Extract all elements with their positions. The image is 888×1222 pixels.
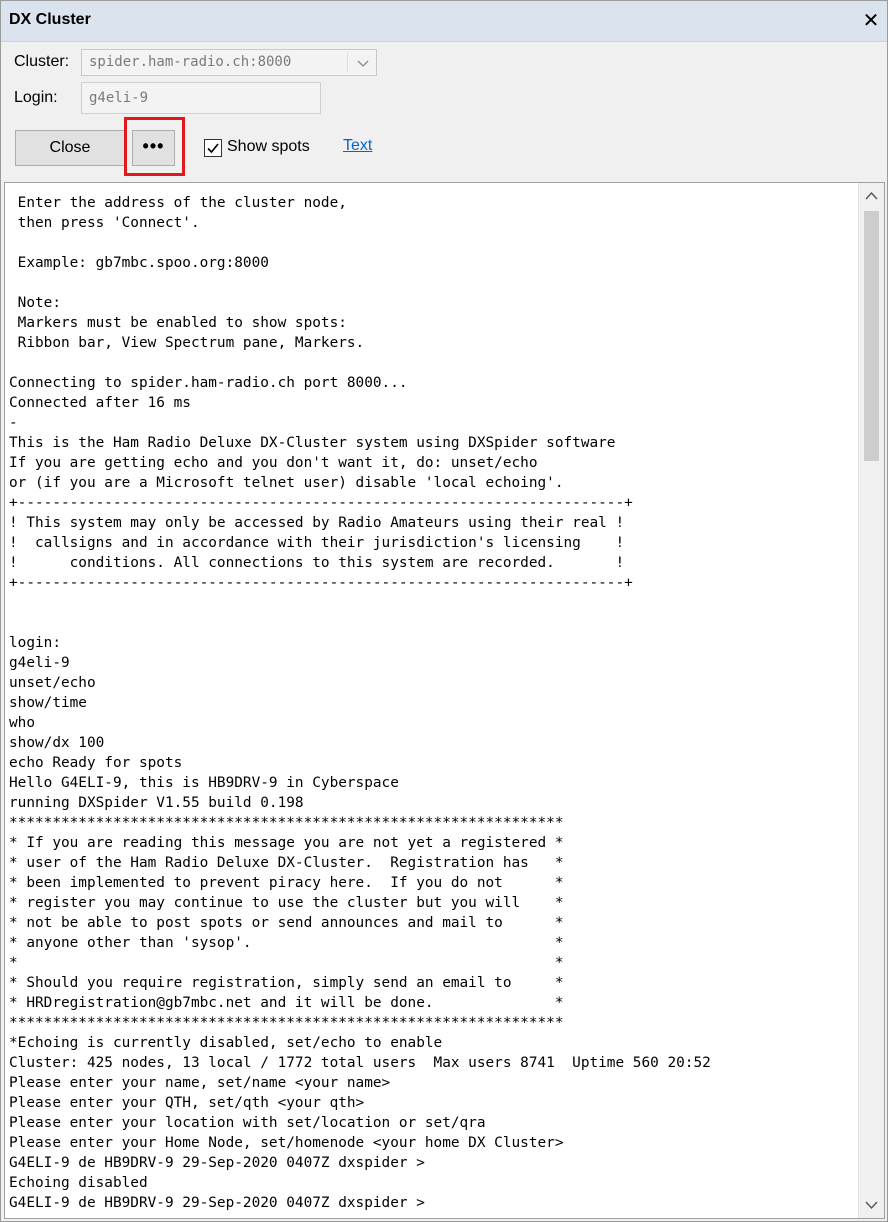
close-window-icon[interactable]: ✕ — [862, 10, 880, 32]
vertical-scrollbar[interactable] — [858, 183, 884, 1218]
login-field-box — [81, 82, 321, 114]
chevron-down-icon[interactable] — [356, 56, 370, 70]
cluster-select-value: spider.ham-radio.ch:8000 — [89, 54, 292, 70]
show-spots-label[interactable]: Show spots — [227, 138, 310, 155]
cluster-label: Cluster: — [14, 53, 70, 70]
login-label: Login: — [14, 89, 58, 106]
checkmark-icon — [206, 141, 220, 155]
combo-divider — [347, 53, 348, 72]
console-output: Enter the address of the cluster node, then press 'Connect'. Example: gb7mbc.spoo.org:8000 Note: Markers must be enabled to show spots: Ribbon bar, View Spectrum pane, Markers. Connecting to spider.ham-radio.ch port 8000... Connected after 16 ms - This is the Ham Radio Deluxe DX-Cluster system using DXSpider software If you are getting echo and you don't want it, do: unset/echo or (if you are a Microsoft telnet user) disable 'local echoing'. +----------------------------------------------------------------------+ ! This system may only be accessed by Radio Amateurs using their real ! ! callsigns and in accordance with their jurisdiction's licensing ! ! conditions. All connections to this system are recorded. ! +----------------------------------------------------------------------+ login: g4eli-9 unset/echo show/time who show/dx 100 echo Ready for spots Hello G4ELI-9, this is HB9DRV-9 in Cyberspace running DXSpider V1.55 build 0.198 **************************************************************** * If you are reading this message you are not yet a registered * * user of the Ham Radio Deluxe DX-Cluster. Registration has * * been implemented to prevent piracy here. If you do not * * register you may continue to use the cluster but you will * * not be able to post spots or send announces and mail to * * anyone other than 'sysop'. * * * * Should you require registration, simply send an email to * * HRDregistration@gb7mbc.net and it will be done. * **************************************************************** *Echoing is currently disabled, set/echo to enable Cluster: 425 nodes, 13 local / 1772 total users Max users 8741 Uptime 560 20:52 Please enter your name, set/name <your name> Please enter your QTH, set/qth <your qth> Please enter your location with set/location or set/qra Please enter your Home Node, set/homenode <your home DX Cluster> G4ELI-9 de HB9DRV-9 29-Sep-2020 0407Z dxspider > Echoing disabled G4ELI-9 de HB9DRV-9 29-Sep-2020 0407Z dxspider > — [9, 195, 711, 1211]
text-link[interactable]: Text — [343, 137, 373, 154]
close-button[interactable]: Close — [15, 130, 125, 166]
login-field[interactable] — [82, 83, 320, 113]
show-spots-checkbox[interactable] — [204, 139, 222, 157]
title-bar — [1, 1, 887, 42]
more-options-button[interactable] — [132, 130, 175, 166]
chevron-up-icon[interactable] — [859, 183, 884, 209]
cluster-console[interactable] — [4, 182, 885, 1219]
cluster-select[interactable] — [81, 49, 377, 76]
chevron-down-icon[interactable] — [859, 1192, 884, 1218]
ellipsis-icon: ••• — [142, 136, 165, 156]
scrollbar-thumb[interactable] — [864, 211, 879, 461]
window-title: DX Cluster — [9, 11, 91, 28]
